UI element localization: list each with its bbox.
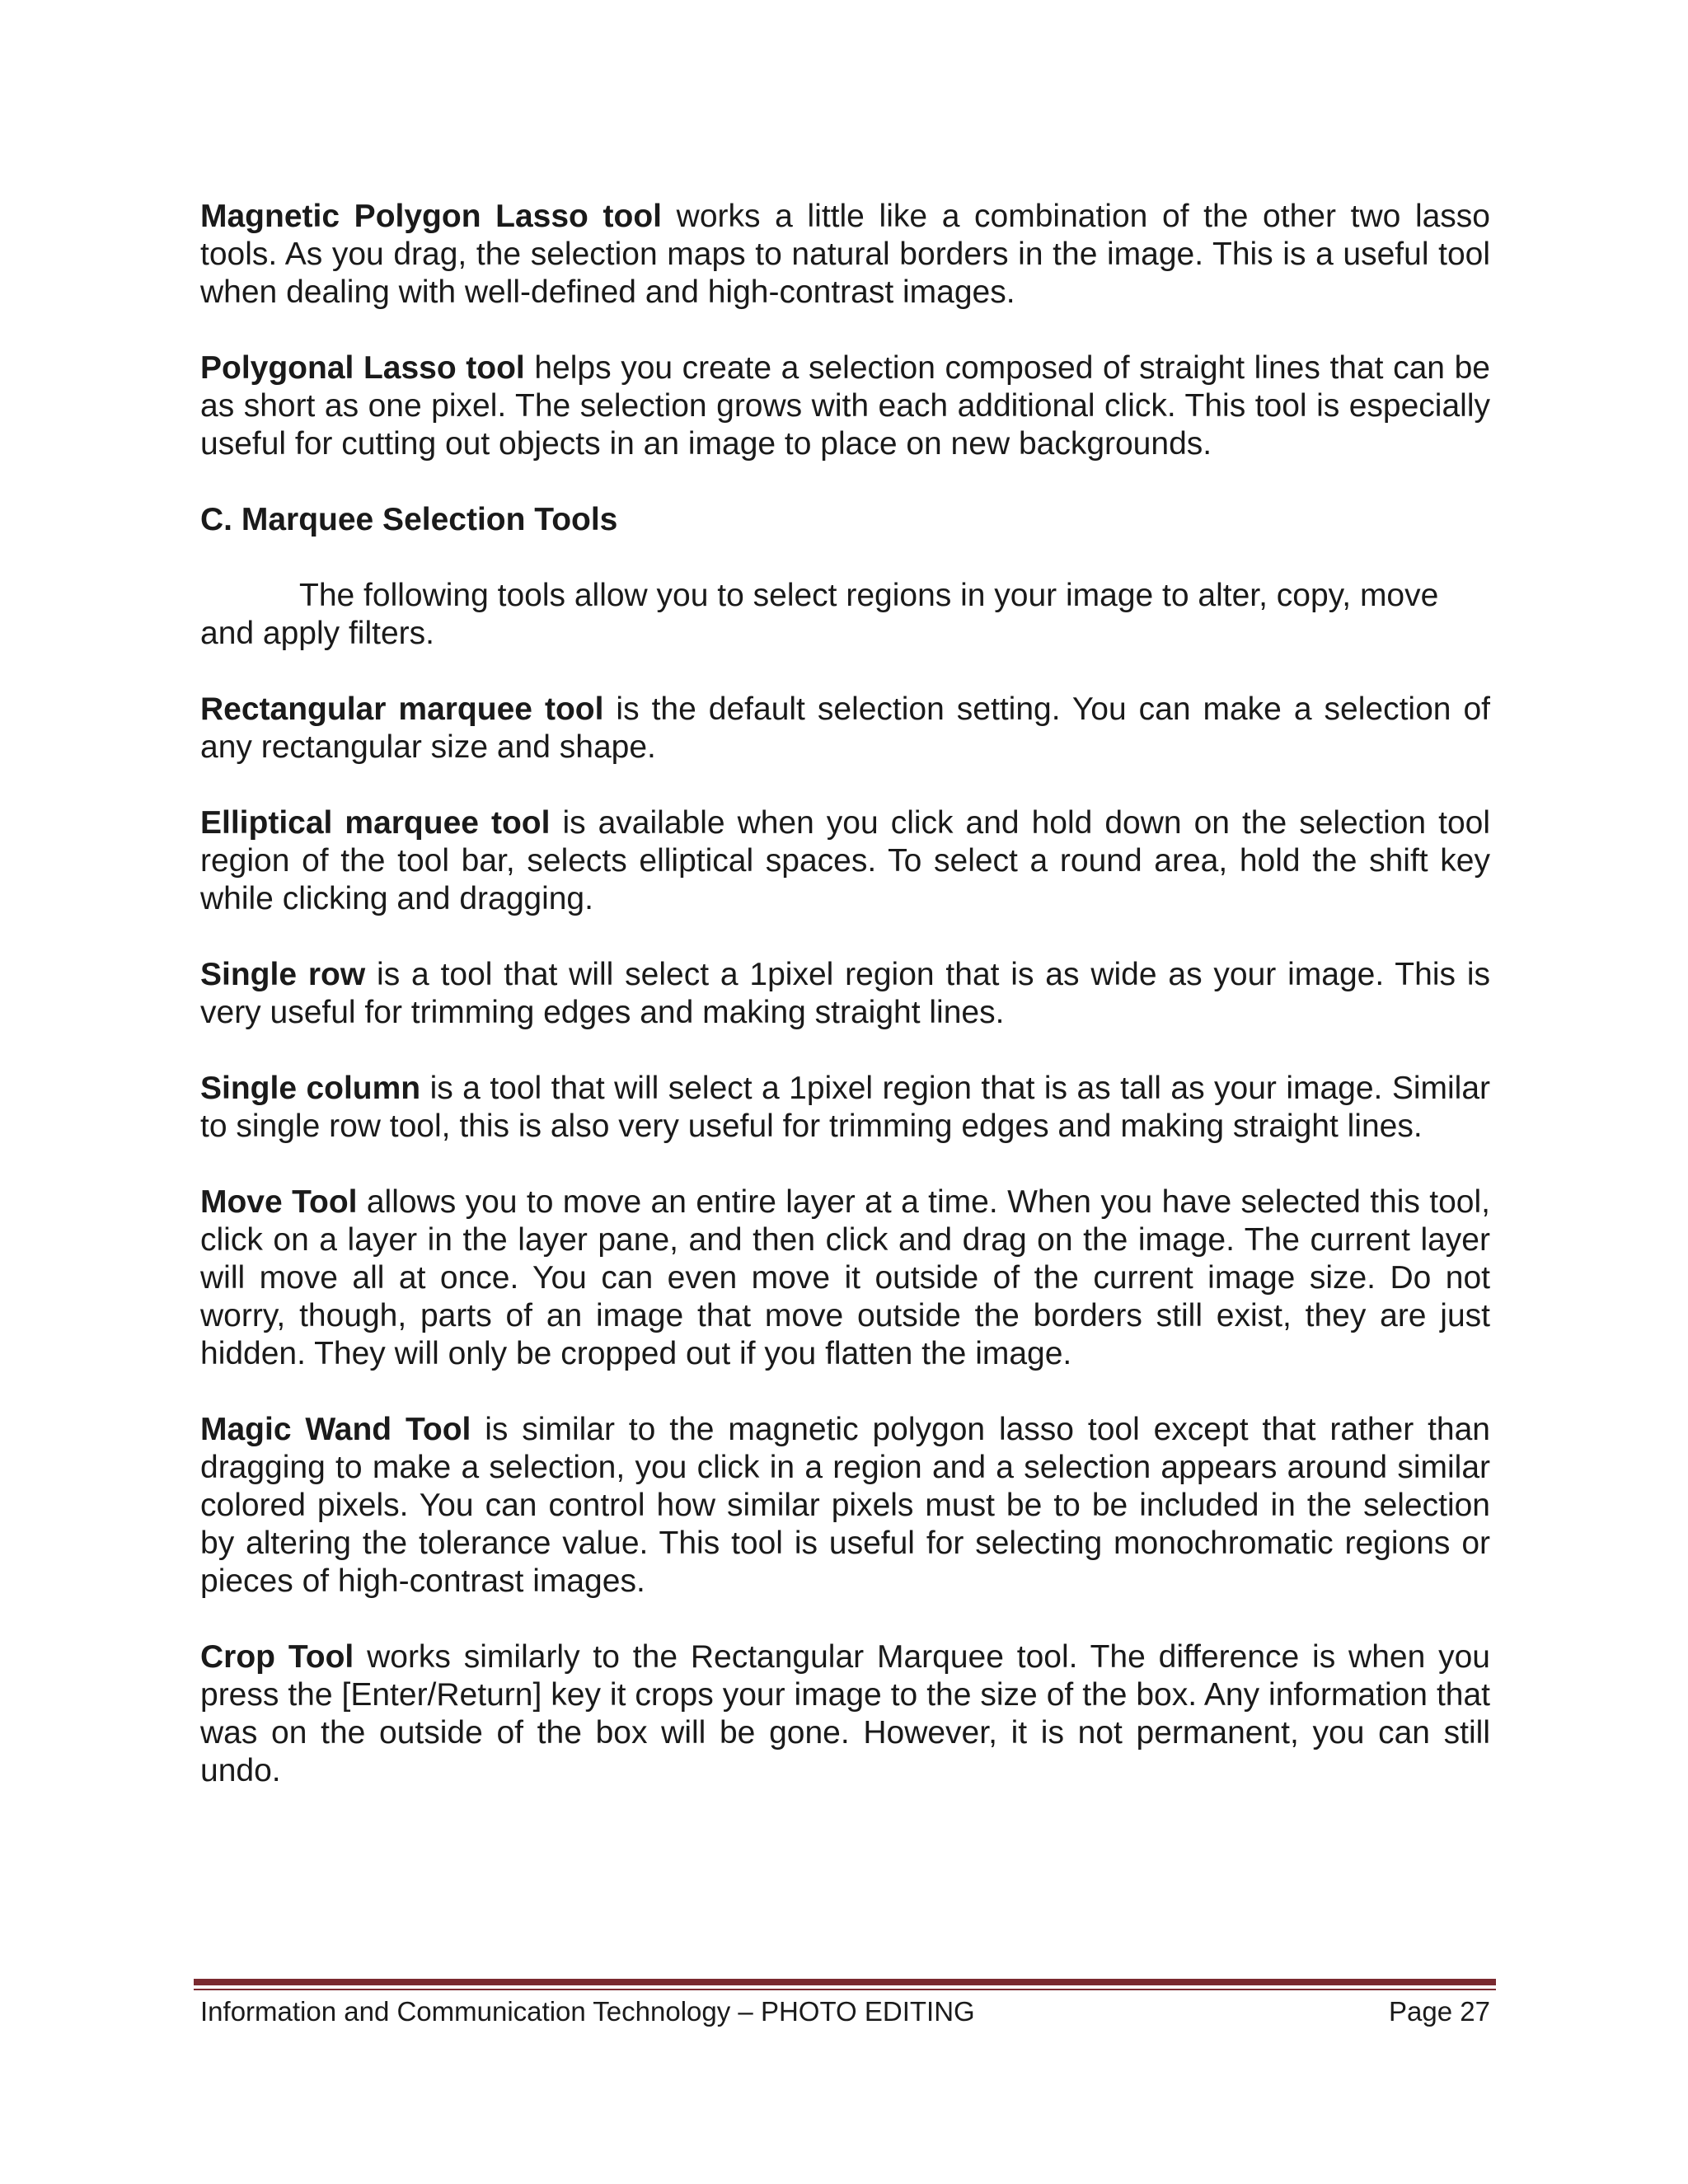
term-magnetic-polygon-lasso: Magnetic Polygon Lasso tool — [200, 199, 663, 234]
paragraph-magnetic-polygon-lasso — [200, 198, 1490, 312]
paragraph-move-tool — [200, 1183, 1490, 1373]
footer-divider — [194, 1979, 1496, 1985]
section-heading: C. Marquee Selection Tools — [200, 502, 618, 537]
paragraph-rectangular-marquee — [200, 691, 1490, 766]
paragraph-polygonal-lasso — [200, 349, 1490, 463]
description-rectangular-marquee: is the default selection setting. You can make a selection of any rectangular size and shape. — [200, 691, 1490, 765]
description-single-row: is a tool that will select a 1pixel region that is as wide as your image. This is very useful for trimming edges and making straight lines. — [200, 957, 1490, 1030]
page-footer — [200, 1995, 1490, 2028]
footer-title: Information and Communication Technology – PHOTO EDITING — [200, 1996, 975, 2027]
term-elliptical-marquee: Elliptical marquee tool — [200, 805, 551, 841]
term-single-row: Single row — [200, 957, 366, 992]
page-number: Page 27 — [1389, 1996, 1490, 2027]
paragraph-single-row — [200, 956, 1490, 1032]
description-crop-tool: works similarly to the Rectangular Marquee tool. The difference is when you press the [Enter/Return] key it crops your image to the size of the box. Any information that was on the outside of the box will be gone. However, it is not permanent, you can still undo. — [200, 1639, 1490, 1788]
term-rectangular-marquee: Rectangular marquee tool — [200, 691, 604, 727]
description-elliptical-marquee: is available when you click and hold down on the selection tool region of the tool bar, selects elliptical spaces. To select a round area, hold the shift key while clicking and dragging. — [200, 805, 1491, 916]
term-polygonal-lasso: Polygonal Lasso tool — [200, 350, 525, 386]
paragraph-elliptical-marquee — [200, 804, 1490, 918]
description-move-tool: allows you to move an entire layer at a time. When you have selected this tool, click on a layer in the layer pane, and then click and drag on the image. The current layer will move all at once. You can even move it outside of the current image size. Do not worry, though, parts of an image that move outside the borders still exist, they are just hidden. They will only be cropped out if you flatten the image. — [200, 1184, 1490, 1371]
term-single-column: Single column — [200, 1071, 421, 1106]
paragraph-magic-wand-tool — [200, 1411, 1490, 1601]
section-intro: The following tools allow you to select regions in your image to alter, copy, move and apply filters. — [200, 578, 1439, 651]
term-magic-wand-tool: Magic Wand Tool — [200, 1412, 471, 1447]
term-move-tool: Move Tool — [200, 1184, 358, 1220]
footer-divider-thin — [194, 1989, 1496, 1990]
description-magnetic-polygon-lasso: works a little like a combination of the other two lasso tools. As you drag, the selection maps to natural borders in the image. This is a useful tool when dealing with well-defined and high-contrast images. — [200, 199, 1490, 310]
paragraph-single-column — [200, 1070, 1490, 1146]
description-polygonal-lasso: helps you create a selection composed of straight lines that can be as short as one pixel. The selection grows with each additional click. This tool is especially useful for cutting out objects in an image to place on new backgrounds. — [200, 350, 1490, 462]
description-single-column: is a tool that will select a 1pixel region that is as tall as your image. Similar to single row tool, this is also very useful for trimming edges and making straight lines. — [200, 1071, 1490, 1144]
paragraph-crop-tool — [200, 1638, 1490, 1790]
page-body — [200, 198, 1490, 1828]
description-magic-wand-tool: is similar to the magnetic polygon lasso tool except that rather than dragging to make a selection, you click in a region and a selection appears around similar colored pixels. You can control how similar pixels must be to be included in the selection by altering the tolerance value. This tool is useful for selecting monochromatic regions or pieces of high-contrast images. — [200, 1412, 1490, 1599]
term-crop-tool: Crop Tool — [200, 1639, 354, 1675]
